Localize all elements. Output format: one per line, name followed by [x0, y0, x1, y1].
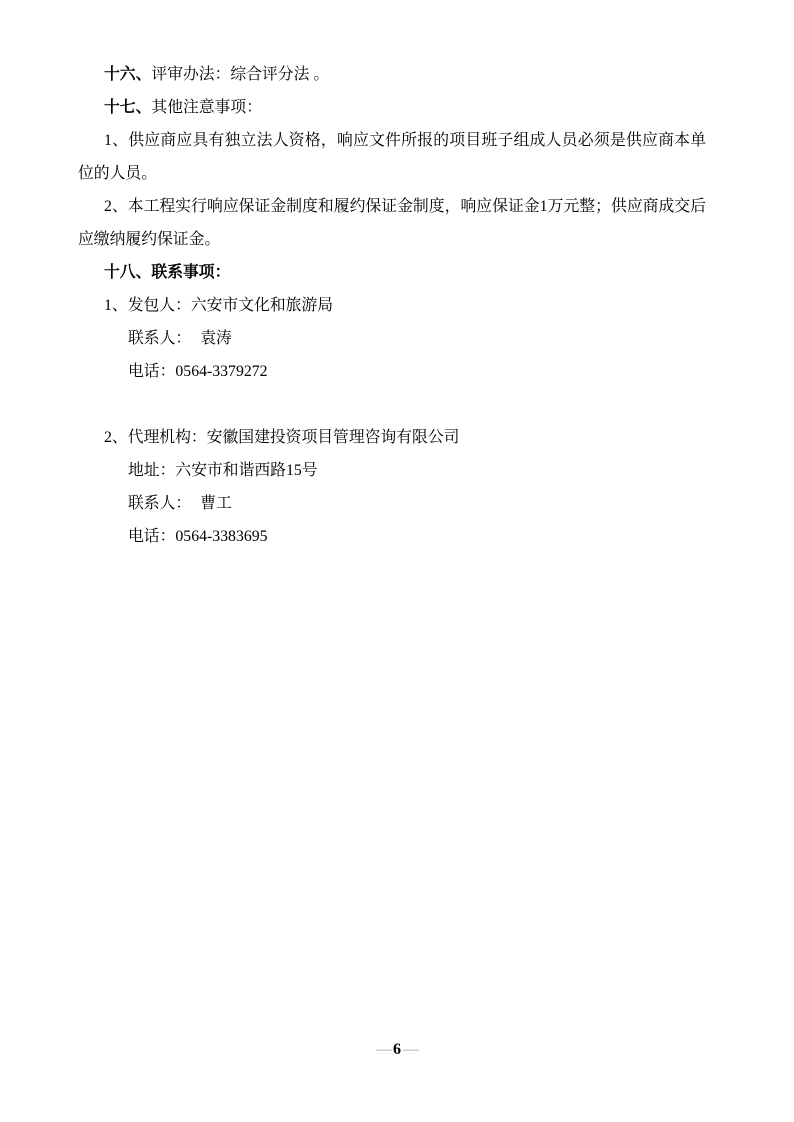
employer-contact-line — [78, 322, 706, 355]
document-body — [78, 58, 706, 553]
page-number: 6 — [393, 1041, 401, 1058]
employer-phone-line: 电话：0564-3379272 — [128, 363, 268, 380]
agency-phone-line: 电话：0564-3383695 — [128, 528, 268, 545]
agency-contact-name: 曹工 — [200, 495, 232, 512]
note-1-paragraph: 1、供应商应具有独立法人资格，响应文件所报的项目班子组成人员必须是供应商本单位的人员。 — [78, 132, 706, 182]
section-17-heading — [78, 91, 706, 124]
section-16-heading — [78, 58, 706, 91]
section-16-number: 十六、 — [104, 66, 152, 83]
note-2-paragraph: 2、本工程实行响应保证金制度和履约保证金制度，响应保证金1万元整；供应商成交后应缴纳履约保证金。 — [78, 198, 706, 248]
agency-contact-line — [78, 487, 706, 520]
agency-contact-label: 联系人： — [128, 495, 192, 512]
footer-dash-right: — — [403, 1041, 418, 1058]
employer-contact-label: 联系人： — [128, 330, 192, 347]
employer-line: 1、发包人：六安市文化和旅游局 — [104, 297, 334, 314]
employer-contact-name: 袁涛 — [200, 330, 232, 347]
section-16-text: 评审办法：综合评分法 。 — [151, 66, 330, 83]
footer-dash-left: — — [376, 1041, 391, 1058]
section-17-text: 其他注意事项： — [151, 99, 262, 116]
section-18-heading: 十八、联系事项： — [104, 264, 231, 281]
section-17-number: 十七、 — [104, 99, 152, 116]
page-footer — [0, 1040, 794, 1060]
agency-line: 2、代理机构：安徽国建投资项目管理咨询有限公司 — [104, 429, 460, 446]
agency-address-line: 地址：六安市和谐西路15号 — [128, 462, 318, 479]
